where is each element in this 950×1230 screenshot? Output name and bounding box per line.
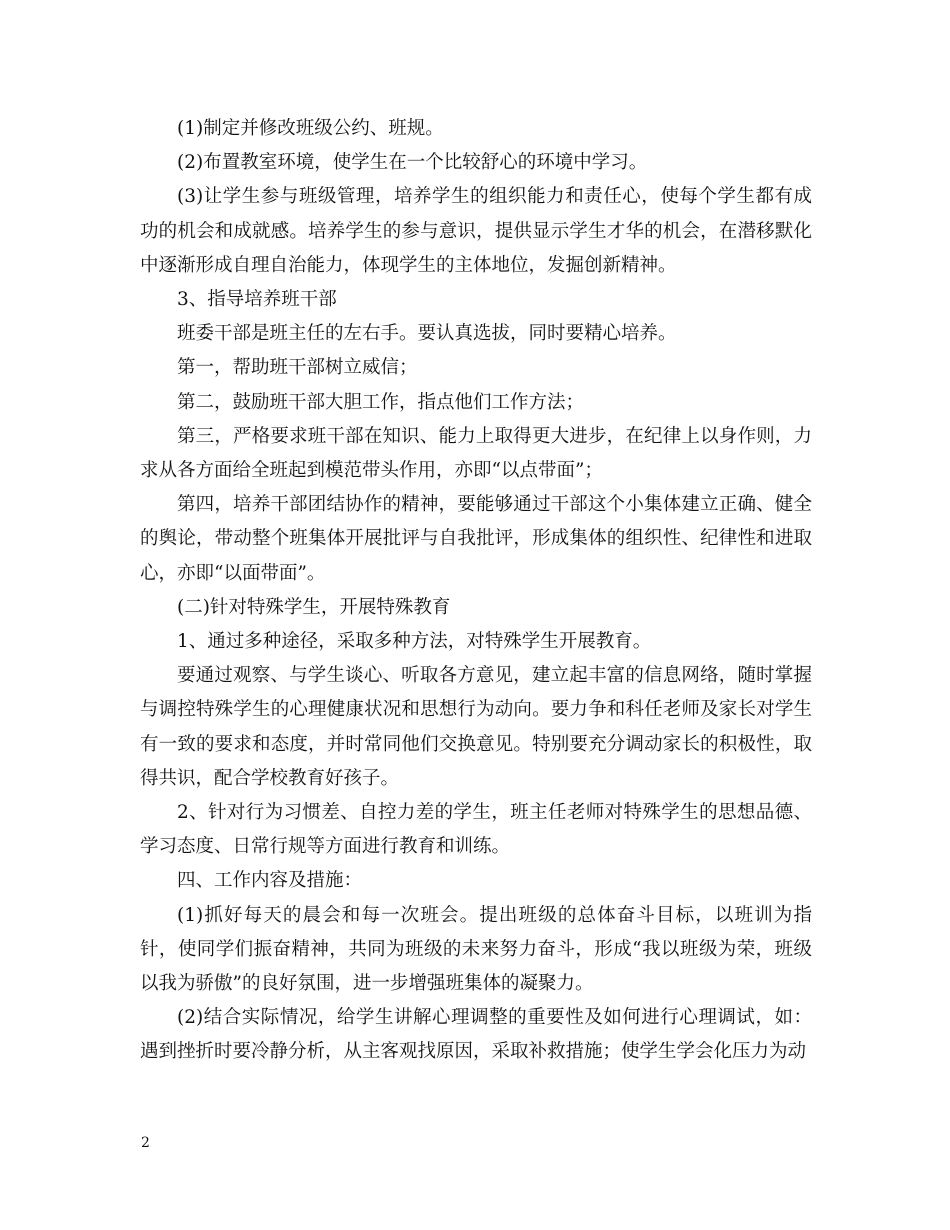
- paragraph-second-point: 第二，鼓励班干部大胆工作，指点他们工作方法；: [177, 391, 585, 413]
- paragraph-behavior-training: 2、针对行为习惯差、自控力差的学生，班主任老师对特殊学生的思想品德、学习态度、日常行规等方面进行教育和训练。: [140, 802, 812, 858]
- paragraph-psychological-adjustment: (2)结合实际情况，给学生讲解心理调整的重要性及如何进行心理调试，如：遇到挫折时要冷静分析，从主客观找原因，采取补救措施；使学生学会化压力为动: [140, 1007, 812, 1063]
- paragraph-morning-meetings: (1)抓好每天的晨会和每一次班会。提出班级的总体奋斗目标，以班训为指针，使同学们振奋精神，共同为班级的未来努力奋斗，形成“我以班级为荣，班级以我为骄傲”的良好氛围，进一步增强班集体的凝聚力。: [140, 904, 812, 995]
- paragraph-class-management: (3)让学生参与班级管理，培养学生的组织能力和责任心，使每个学生都有成功的机会和成就感。培养学生的参与意识，提供显示学生才华的机会，在潜移默化中逐渐形成自理自治能力，体现学生的主体地位，发掘创新精神。: [140, 186, 812, 276]
- section-heading-work-measures: 四、工作内容及措施：: [177, 870, 363, 892]
- paragraph-first-point: 第一，帮助班干部树立威信；: [177, 357, 418, 379]
- paragraph-cadre-selection: 班委干部是班主任的左右手。要认真选拔，同时要精心培养。: [177, 323, 677, 345]
- page-number: 2: [141, 1135, 150, 1151]
- paragraph-third-point: 第三，严格要求班干部在知识、能力上取得更大进步，在纪律上以身作则，力求从各方面给全班起到模范带头作用，亦即“以点带面”；: [140, 425, 812, 482]
- document-body: [140, 112, 812, 1070]
- paragraph-special-education-method: 1、通过多种途径，采取多种方法，对特殊学生开展教育。: [177, 631, 652, 653]
- paragraph-fourth-point: 第四，培养干部团结协作的精神，要能够通过干部这个小集体建立正确、健全的舆论，带动整个班集体开展批评与自我批评，形成集体的组织性、纪律性和进取心，亦即“以面带面”。: [140, 494, 812, 584]
- paragraph-information-network: 要通过观察、与学生谈心、听取各方意见，建立起丰富的信息网络，随时掌握与调控特殊学生的心理健康状况和思想行为动向。要力争和科任老师及家长对学生有一致的要求和态度，并时常同他们交换意见。特别要充分调动家长的积极性，取得共识，配合学校教育好孩子。: [140, 665, 812, 789]
- section-heading-class-cadres: 3、指导培养班干部: [177, 289, 337, 311]
- paragraph-classroom-environment: (2)布置教室环境，使学生在一个比较舒心的环境中学习。: [177, 152, 648, 174]
- paragraph-class-rules: (1)制定并修改班级公约、班规。: [177, 118, 444, 139]
- section-heading-special-students: (二)针对特殊学生，开展特殊教育: [177, 596, 451, 618]
